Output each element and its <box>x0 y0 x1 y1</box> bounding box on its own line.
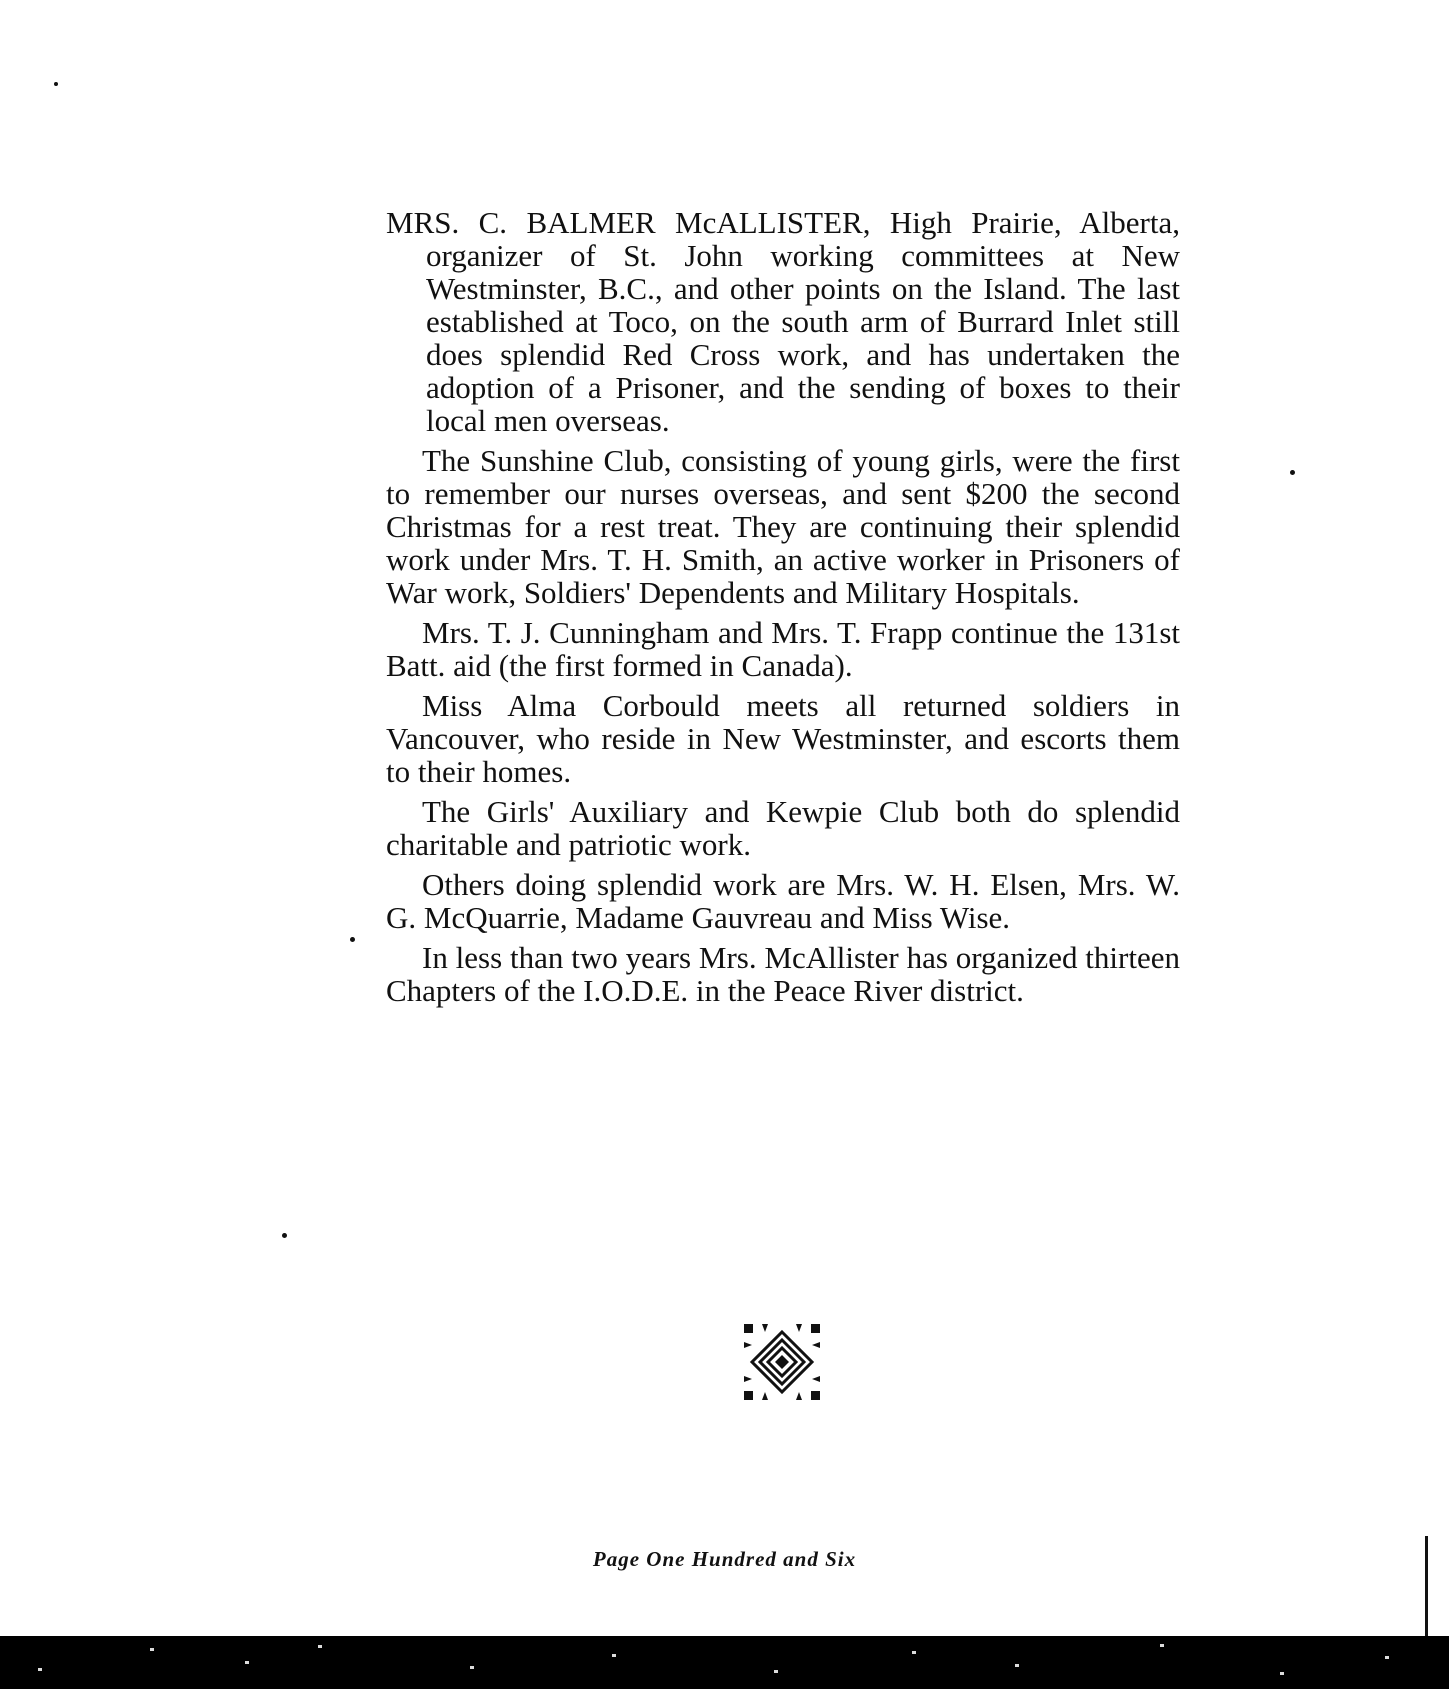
scan-speck <box>470 1666 474 1669</box>
diamond-ornament-icon <box>742 1322 822 1402</box>
scan-speck <box>38 1668 42 1671</box>
scan-speck <box>1290 470 1295 475</box>
paragraph-131st-batt: Mrs. T. J. Cunningham and Mrs. T. Frapp continue the 131st Batt. aid (the first formed in Canada). <box>386 615 1180 683</box>
paragraph-sunshine-club: The Sunshine Club, consisting of young girls, were the first to remember our nurses overseas, and sent $200 the second Christmas for a rest treat. They are continuing their splendid work under Mrs. T. H. Smith, an active worker in Prisoners of War work, Soldiers' Dependents and Military Hospitals. <box>386 443 1180 610</box>
scan-speck <box>912 1651 916 1654</box>
scan-speck <box>245 1661 249 1664</box>
scan-speck <box>1385 1656 1389 1659</box>
paragraph-mcallister-intro: MRS. C. BALMER McALLISTER, High Prairie, Alberta, organizer of St. John working committees at New Westminster, B.C., and other points on the Island. The last established at Toco, on the south arm of Burrard Inlet still does splendid Red Cross work, and has undertaken the adoption of a Prisoner, and the sending of boxes to their local men overseas. <box>386 205 1180 438</box>
scan-speck <box>150 1648 154 1651</box>
scan-speck <box>282 1233 287 1238</box>
paragraph-chapters: In less than two years Mrs. McAllister has organized thirteen Chapters of the I.O.D.E. in the Peace River district. <box>386 940 1180 1008</box>
article-body <box>386 206 1180 1014</box>
scan-speck <box>350 937 355 942</box>
paragraph-alma-corbould: Miss Alma Corbould meets all returned soldiers in Vancouver, who reside in New Westminster, and escorts them to their homes. <box>386 688 1180 789</box>
scan-speck <box>318 1645 322 1648</box>
scan-speck <box>54 82 58 86</box>
scan-speck <box>612 1654 616 1657</box>
paragraph-others: Others doing splendid work are Mrs. W. H. Elsen, Mrs. W. G. McQuarrie, Madame Gauvreau and Miss Wise. <box>386 867 1180 935</box>
scan-edge-line <box>1425 1536 1428 1636</box>
scan-speck <box>1280 1672 1284 1675</box>
paragraph-girls-auxiliary: The Girls' Auxiliary and Kewpie Club both do splendid charitable and patriotic work. <box>386 794 1180 862</box>
scan-bottom-border <box>0 1636 1449 1689</box>
scan-speck <box>1160 1644 1164 1647</box>
scan-speck <box>774 1670 778 1673</box>
scan-speck <box>1015 1664 1019 1667</box>
page-footer: Page One Hundred and Six <box>592 1547 857 1571</box>
